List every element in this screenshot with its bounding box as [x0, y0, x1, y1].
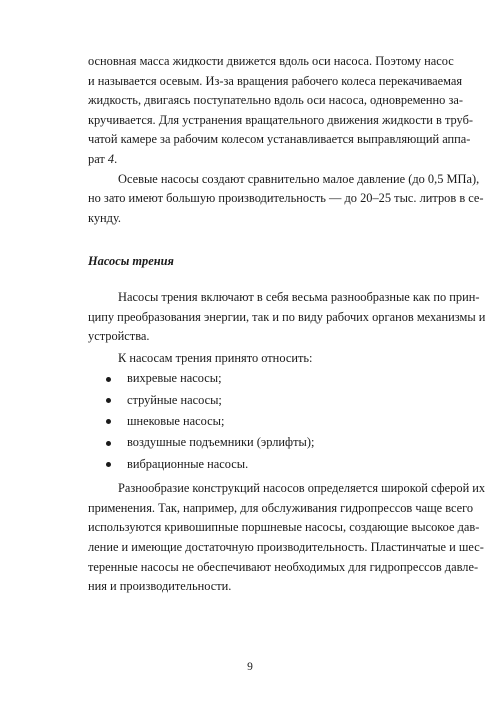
text-fragment: .	[114, 151, 118, 166]
list-item-label: вихревые насосы;	[127, 371, 222, 386]
text-line: теренные насосы не обеспечивают необходимых для гидропрессов давле-	[88, 559, 479, 574]
paragraph-axial-pump-description	[88, 52, 474, 170]
text-line: жидкость, двигаясь поступательно вдоль оси насоса, одновременно за-	[88, 93, 463, 108]
text-line: Осевые насосы создают сравнительно малое давление (до 0,5 МПа),	[118, 171, 480, 186]
list-item	[88, 390, 442, 411]
text-line: ципу преобразования энергии, так и по виду рабочих органов механизмы и	[88, 309, 486, 324]
list-item	[88, 454, 442, 475]
text-line: и называется осевым. Из-за вращения рабочего колеса перекачиваемая	[88, 73, 463, 88]
list-item-label: воздушные подъемники (эрлифты);	[127, 435, 315, 450]
figure-reference: 4	[107, 151, 115, 166]
list-intro: К насосам трения принято относить:	[118, 350, 313, 365]
text-line: применения. Так, например, для обслуживания гидропрессов чаще всего	[88, 500, 474, 515]
page-number: 9	[247, 661, 253, 673]
list-item-label: шнековые насосы;	[127, 413, 225, 428]
text-line: кунду.	[88, 210, 122, 225]
bullet-icon	[106, 377, 111, 382]
bullet-icon	[106, 419, 111, 424]
bullet-icon	[106, 398, 111, 403]
list-item	[88, 368, 442, 389]
text-line: Разнообразие конструкций насосов определяется широкой сферой их	[118, 481, 486, 496]
text-line: но зато имеют большую производительность — до 20–25 тыс. литров в се-	[88, 191, 484, 206]
paragraph-friction-pumps-intro	[88, 288, 486, 347]
text-fragment: рат	[88, 151, 108, 166]
list-item-label: вибрационные насосы.	[127, 456, 249, 471]
text-line: ния и производительности.	[88, 579, 232, 594]
paragraph-axial-pump-pressure	[88, 170, 484, 229]
text-line: основная масса жидкости движется вдоль оси насоса. Поэтому насос	[88, 54, 454, 68]
text-line: Насосы трения включают в себя весьма разнообразные как по прин-	[118, 289, 480, 304]
text-line: используются кривошипные поршневые насосы, создающие высокое дав-	[88, 520, 480, 535]
text-line: кручивается. Для устранения вращательного движения жидкости в труб-	[88, 112, 474, 127]
bullet-icon	[106, 462, 111, 467]
text-line: устройства.	[88, 329, 150, 344]
paragraph-construction-variety	[88, 479, 486, 597]
text-line: ление и имеющие достаточную производительность. Пластинчатые и шес-	[88, 540, 484, 555]
friction-pump-types-list	[88, 368, 442, 475]
list-item-label: струйные насосы;	[127, 392, 222, 407]
list-item	[88, 411, 442, 432]
bullet-icon	[106, 441, 111, 446]
text-line	[88, 150, 442, 170]
list-item	[88, 432, 442, 453]
text-line: чатой камере за рабочим колесом устанавливается выправляющий аппа-	[88, 132, 471, 147]
section-heading: Насосы трения	[88, 254, 174, 269]
document-page	[88, 52, 486, 597]
